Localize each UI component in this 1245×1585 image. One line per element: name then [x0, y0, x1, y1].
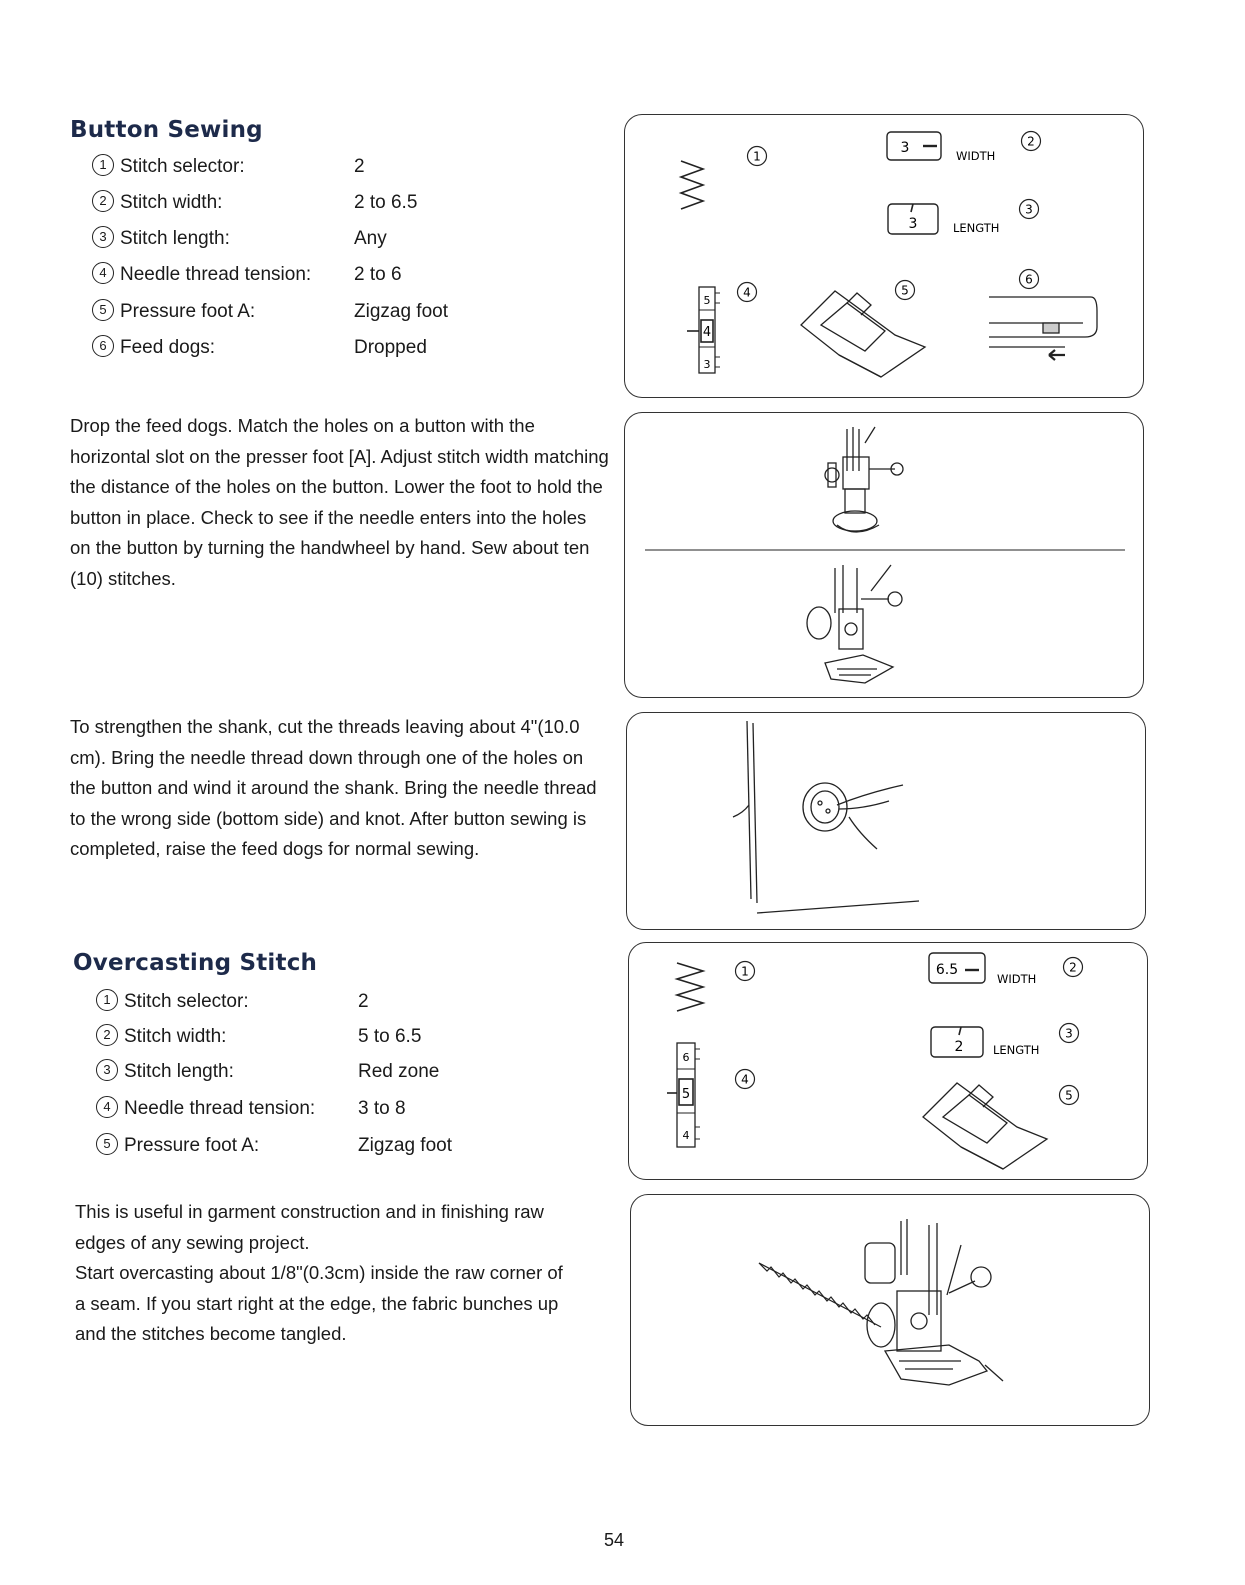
length-label: LENGTH [953, 221, 1000, 235]
setting-label: Needle thread tension: [124, 1098, 316, 1119]
callout-number: 1 [96, 989, 118, 1011]
callout-number: 2 [1069, 960, 1077, 975]
setting-value: 2 to 6.5 [354, 192, 418, 213]
setting-label: Stitch width: [124, 1026, 227, 1047]
setting-value: 2 to 6 [354, 264, 402, 285]
setting-label: Pressure foot A: [124, 1135, 260, 1156]
width-display-value: 3 [900, 140, 910, 156]
overcasting-illustration-panel [630, 1194, 1150, 1426]
setting-label: Feed dogs: [120, 337, 216, 358]
setting-value: Dropped [354, 337, 427, 358]
callout-number: 4 [741, 1072, 749, 1087]
tension-dial-number: 5 [703, 294, 711, 307]
callout-number: 1 [92, 154, 114, 176]
setting-value: Zigzag foot [358, 1135, 452, 1156]
zigzag-stitch-icon [677, 963, 703, 1011]
button-thread-icon [803, 783, 903, 849]
overcasting-instructions [75, 1197, 563, 1350]
setting-value: 3 to 8 [358, 1098, 406, 1119]
length-display-value: 3 [908, 216, 918, 232]
tension-dial-number: 4 [702, 325, 712, 340]
presser-foot-sewing-icon [865, 1219, 1003, 1385]
callout-number: 4 [96, 1096, 118, 1118]
settings-diagram [625, 115, 1143, 397]
callout-number: 2 [1027, 134, 1035, 149]
callout-number: 3 [1025, 202, 1033, 217]
length-label: LENGTH [993, 1043, 1040, 1057]
text-line: edges of any sewing project. [75, 1231, 310, 1253]
button-placement-panel [624, 412, 1144, 698]
button-sewing-instructions: Drop the feed dogs. Match the holes on a button with the horizontal slot on the presser foot [A]. Adjust stitch width matching the distance of the holes on the button. Lower the foot to hold the button in place. Check to see if the needle enters into the holes on the button by turning the handwheel by hand. Sew about ten (10) stitches. [70, 415, 609, 589]
callout-number: 5 [96, 1133, 118, 1155]
shank-winding-panel [626, 712, 1146, 930]
zigzag-stitch-icon [681, 161, 703, 209]
callout-number: 5 [92, 299, 114, 321]
setting-label: Stitch length: [120, 228, 230, 249]
text-line: This is useful in garment construction and in finishing raw [75, 1201, 544, 1222]
tension-dial-number: 6 [682, 1051, 690, 1064]
fabric-edge-icon [733, 721, 919, 913]
tension-dial-number: 3 [703, 358, 711, 371]
text-line: Start overcasting about 1/8"(0.3cm) inside the raw corner of [75, 1262, 563, 1283]
callout-number: 3 [1065, 1026, 1073, 1041]
zigzag-foot-icon [923, 1083, 1047, 1169]
setting-label: Stitch length: [124, 1061, 234, 1082]
text-line: a seam. If you start right at the edge, the fabric bunches up [75, 1292, 559, 1314]
callout-number: 6 [1025, 272, 1033, 287]
feed-dog-lever-icon [989, 297, 1097, 360]
setting-value: 5 to 6.5 [358, 1026, 422, 1047]
setting-label: Needle thread tension: [120, 264, 312, 285]
width-label: WIDTH [997, 972, 1037, 986]
callout-number: 2 [96, 1024, 118, 1046]
setting-label: Stitch selector: [120, 156, 245, 177]
callout-number: 3 [92, 226, 114, 248]
section-title-button-sewing: Button Sewing [70, 117, 263, 143]
setting-label: Stitch width: [120, 192, 223, 213]
setting-value: 2 [358, 991, 369, 1012]
section-title-overcasting: Overcasting Stitch [73, 950, 318, 976]
zigzag-foot-icon [801, 291, 925, 377]
setting-label: Pressure foot A: [120, 301, 256, 322]
callout-number: 3 [96, 1059, 118, 1081]
width-label: WIDTH [956, 149, 996, 163]
setting-value: Zigzag foot [354, 301, 448, 322]
length-display-value: 2 [954, 1039, 964, 1055]
tension-dial-number: 5 [681, 1087, 691, 1102]
callout-number: 2 [92, 190, 114, 212]
callout-number: 5 [1065, 1088, 1073, 1103]
text-line: and the stitches become tangled. [75, 1323, 347, 1344]
tension-dial-number: 4 [682, 1129, 690, 1142]
callout-number: 5 [901, 283, 909, 298]
overcasting-settings-panel [628, 942, 1148, 1180]
setting-value: Any [354, 228, 387, 249]
callout-number: 6 [92, 335, 114, 357]
width-display-value: 6.5 [935, 962, 959, 978]
callout-number: 1 [753, 149, 761, 164]
page-number: 54 [604, 1530, 625, 1550]
setting-label: Stitch selector: [124, 991, 249, 1012]
button-sewing-settings-panel [624, 114, 1144, 398]
callout-number: 4 [92, 262, 114, 284]
callout-number: 1 [741, 964, 749, 979]
setting-value: Red zone [358, 1061, 440, 1082]
callout-number: 4 [743, 285, 751, 300]
shank-instructions: To strengthen the shank, cut the threads leaving about 4"(10.0 cm). Bring the needle thread down through one of the holes on the button and wind it around the shank. Bring the needle thread to the wrong side (bottom side) and knot. After button sewing is completed, raise the feed dogs for normal sewing. [70, 716, 597, 859]
setting-value: 2 [354, 156, 365, 177]
overcast-stitch-line-icon [759, 1263, 881, 1327]
presser-foot-lowered-icon [807, 565, 902, 683]
presser-foot-button-icon [825, 427, 903, 532]
